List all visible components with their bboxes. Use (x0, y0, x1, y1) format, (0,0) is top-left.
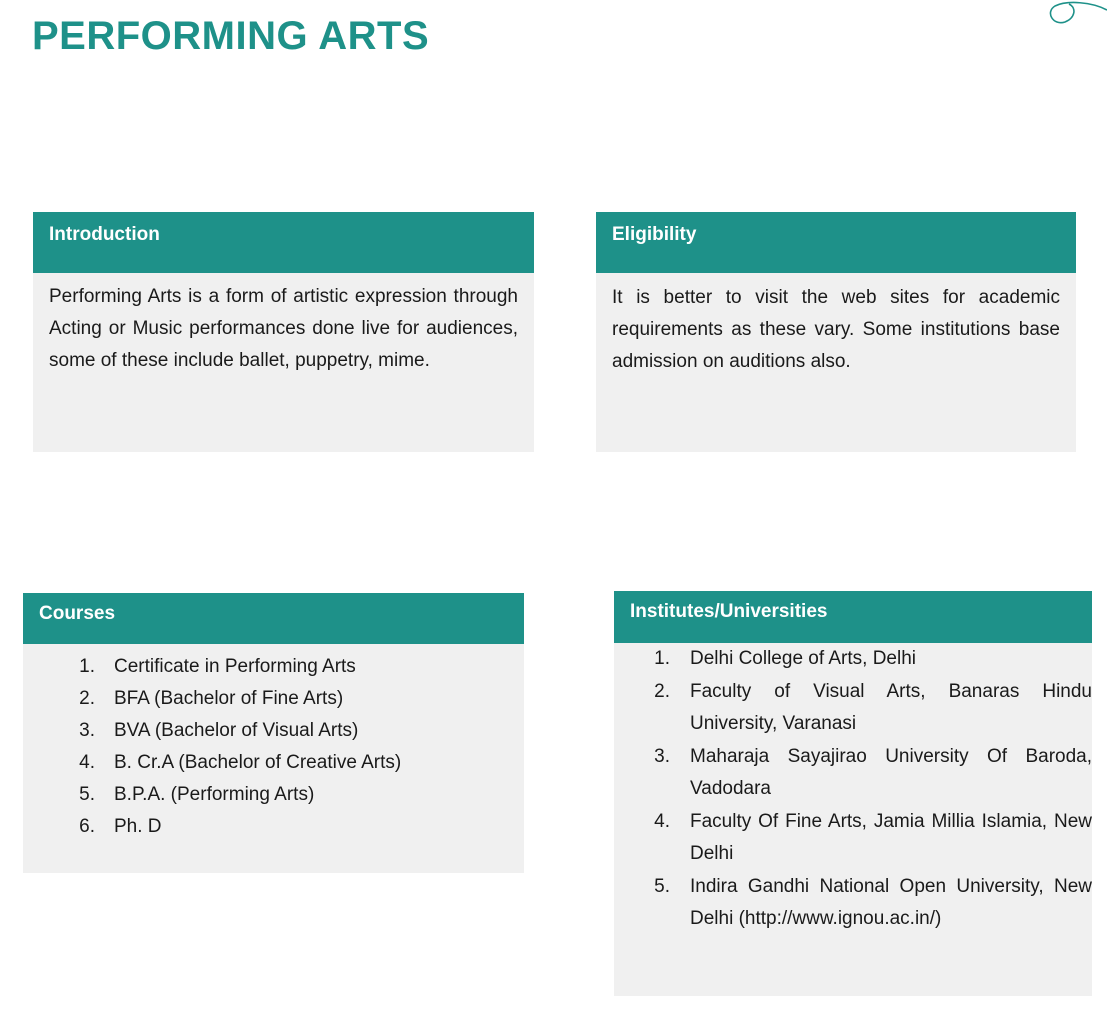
list-number: 2. (654, 681, 670, 702)
list-number: 1. (79, 656, 95, 677)
list-text: Maharaja Sayajirao University Of Baroda, Vadodara (690, 746, 1092, 799)
institutes-card (614, 591, 1092, 996)
list-text: Certificate in Performing Arts (114, 656, 356, 677)
course-item (79, 683, 504, 715)
introduction-heading: Introduction (33, 212, 534, 273)
institutes-heading: Institutes/Universities (614, 591, 1092, 643)
course-item (79, 779, 504, 811)
list-number: 4. (79, 752, 95, 773)
institute-item (654, 741, 1092, 805)
list-text: Faculty Of Fine Arts, Jamia Millia Islamia, New Delhi (690, 811, 1092, 864)
list-text: B.P.A. (Performing Arts) (114, 784, 315, 805)
institutes-list (614, 643, 1092, 935)
list-text: BFA (Bachelor of Fine Arts) (114, 688, 344, 709)
list-text: Ph. D (114, 816, 162, 837)
list-number: 3. (79, 720, 95, 741)
courses-card (23, 593, 524, 873)
course-item (79, 811, 504, 843)
institute-item (654, 871, 1092, 935)
swirl-decoration-icon (1047, 0, 1107, 30)
list-number: 4. (654, 811, 670, 832)
list-text: Delhi College of Arts, Delhi (690, 648, 916, 669)
introduction-card (33, 212, 534, 452)
list-text: B. Cr.A (Bachelor of Creative Arts) (114, 752, 402, 773)
list-number: 5. (79, 784, 95, 805)
institute-item (654, 643, 1092, 675)
course-item (79, 651, 504, 683)
courses-list (23, 644, 524, 843)
institute-item (654, 676, 1092, 740)
page-title: PERFORMING ARTS (32, 14, 430, 58)
list-number: 1. (654, 648, 670, 669)
eligibility-text: It is better to visit the web sites for academic requirements as these vary. Some institutions base admission on auditions also. (612, 287, 1060, 372)
list-text: Faculty of Visual Arts, Banaras Hindu University, Varanasi (690, 681, 1092, 734)
list-number: 5. (654, 876, 670, 897)
list-number: 2. (79, 688, 95, 709)
list-number: 3. (654, 746, 670, 767)
course-item (79, 747, 504, 779)
list-text: Indira Gandhi National Open University, New Delhi (http://www.ignou.ac.in/) (690, 876, 1092, 929)
institute-item (654, 806, 1092, 870)
introduction-text: Performing Arts is a form of artistic expression through Acting or Music performances done live for audiences, some of these include ballet, puppetry, mime. (49, 286, 518, 371)
course-item (79, 715, 504, 747)
courses-heading: Courses (23, 593, 524, 644)
list-text: BVA (Bachelor of Visual Arts) (114, 720, 359, 741)
eligibility-heading: Eligibility (596, 212, 1076, 273)
eligibility-card (596, 212, 1076, 452)
list-number: 6. (79, 816, 95, 837)
